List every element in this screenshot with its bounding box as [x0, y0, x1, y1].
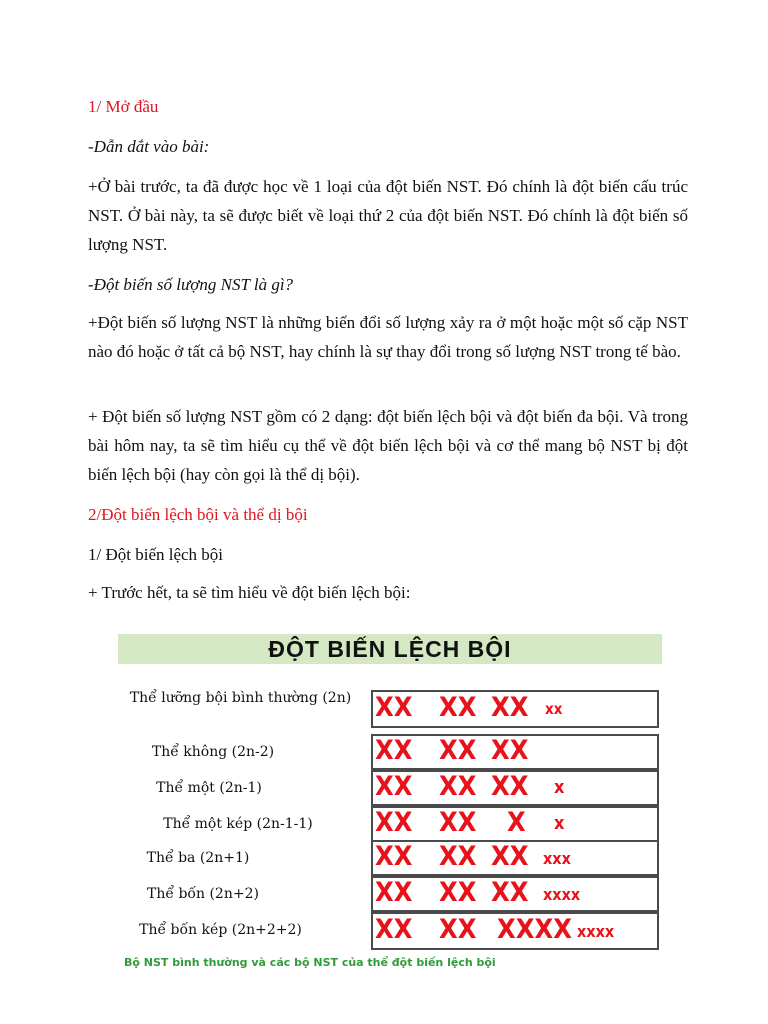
chromosome-pair: XX: [439, 807, 477, 838]
row-label-tetrasomic: Thể bốn (2n+2): [147, 886, 259, 902]
row-label-monosomic: Thể một (2n-1): [156, 780, 262, 796]
chromosome-pair: XX: [439, 877, 477, 908]
paragraph-intro-figure: + Trước hết, ta sẽ tìm hiểu về đột biến lệch bội:: [88, 583, 411, 602]
row-label-trisomic: Thể ba (2n+1): [146, 850, 250, 866]
intro-heading: 1/ Mở đầu: [88, 97, 159, 116]
row-label-double-tetrasomic: Thể bốn kép (2n+2+2): [139, 922, 302, 938]
paragraph-definition: +Đột biến số lượng NST là những biến đổi số lượng xảy ra ở một hoặc một số cặp NST nào đó hoặc ở tất cả bộ NST, hay chính là sự thay đổi trong số lượng NST trong tế bào.: [88, 313, 688, 361]
chromosome-triple: xxx: [543, 849, 571, 868]
chromosome-pair: XX: [491, 841, 529, 872]
chromosome-pair: XX: [491, 877, 529, 908]
chromosome-pair: XX: [439, 735, 477, 766]
figure-caption: Bộ NST bình thường và các bộ NST của thể đột biến lệch bội: [124, 956, 496, 969]
chromosome-pair: XX: [375, 692, 413, 723]
row-label-diploid: Thể lưỡng bội bình thường (2n): [129, 690, 352, 706]
chromosome-pair: XX: [491, 692, 529, 723]
chromosome-pair: xx: [545, 700, 563, 718]
chromosome-single: X: [507, 807, 526, 838]
row-label-nullisomic: Thể không (2n-2): [151, 744, 275, 760]
row-box-trisomic: [371, 840, 659, 876]
chromosome-pair: XX: [439, 914, 477, 945]
chromosome-pair: XX: [375, 771, 413, 802]
chromosome-pair: XX: [375, 735, 413, 766]
figure-title-bar: [118, 634, 662, 664]
chromosome-pair: XX: [439, 692, 477, 723]
chromosome-pair: XX: [491, 771, 529, 802]
paragraph-types: + Đột biến số lượng NST gồm có 2 dạng: đột biến lệch bội và đột biến đa bội. Và trong bài hôm nay, ta sẽ tìm hiểu cụ thể về đột biến lệch bội và cơ thể mang bộ NST bị đột biến lệch bội (hay còn gọi là thể dị bội).: [88, 407, 688, 484]
chromosome-pair: XX: [439, 771, 477, 802]
row-box-diploid: [371, 690, 659, 728]
chromosome-quad: xxxx: [543, 885, 581, 904]
figure-title: ĐỘT BIẾN LỆCH BỘI: [268, 635, 512, 662]
sub-heading: 1/ Đột biến lệch bội: [88, 545, 224, 564]
chromosome-quad: xxxx: [577, 922, 615, 941]
chromosome-pair: XX: [375, 914, 413, 945]
chromosome-single: x: [554, 813, 565, 834]
chromosome-pair: XX: [375, 841, 413, 872]
paragraph-previous-lesson: +Ở bài trước, ta đã được học về 1 loại của đột biến NST. Đó chính là đột biến cấu trúc NST. Ở bài này, ta sẽ được biết về loại thứ 2 của đột biến NST. Đó chính là đột biến số lượng NST.: [88, 177, 688, 254]
row-box-double-monosomic: [371, 806, 659, 842]
row-label-double-monosomic: Thể một kép (2n-1-1): [163, 816, 313, 832]
lead-in-text: -Dẫn dắt vào bài:: [88, 137, 210, 156]
chromosome-quad: XXXX: [497, 914, 572, 945]
chromosome-pair: XX: [491, 735, 529, 766]
chromosome-pair: XX: [375, 877, 413, 908]
chromosome-single: x: [554, 777, 565, 798]
row-box-double-tetrasomic: [371, 912, 659, 950]
question-text: -Đột biến số lượng NST là gì?: [88, 275, 294, 294]
row-box-monosomic: [371, 770, 659, 806]
chromosome-pair: XX: [375, 807, 413, 838]
section-heading: 2/Đột biến lệch bội và thể dị bội: [88, 505, 308, 524]
row-box-nullisomic: [371, 734, 659, 770]
chromosome-pair: XX: [439, 841, 477, 872]
row-box-tetrasomic: [371, 876, 659, 912]
aneuploidy-figure: [118, 634, 664, 974]
